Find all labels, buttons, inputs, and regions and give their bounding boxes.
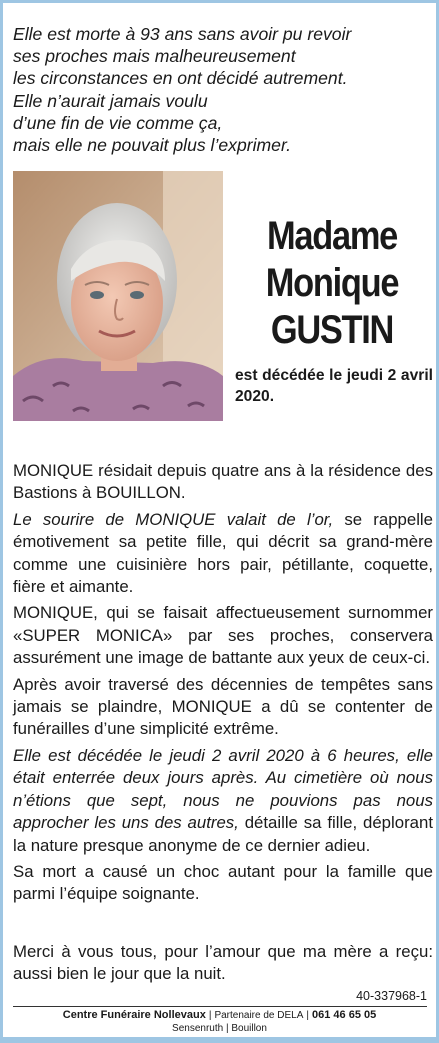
paragraph-nickname: MONIQUE, qui se faisait affectueusement surnommer «SUPER MONICA» par ses proches, conservera assurément une image de battante aux yeux de ceux-ci. xyxy=(13,603,433,668)
phone-number: 061 46 65 05 xyxy=(312,1009,377,1021)
honorific: Madame xyxy=(267,214,397,258)
funeral-home-name: Centre Funéraire Nollevaux xyxy=(62,1009,206,1021)
poem-line: les circonstances en ont décidé autrement. xyxy=(13,68,348,89)
paragraph-granddaughter xyxy=(13,509,433,599)
opening-poem xyxy=(13,23,433,156)
quote-italic: Le sourire de MONIQUE valait de l’or, xyxy=(13,509,334,529)
poem-line: mais elle ne pouvait plus l’exprimer. xyxy=(13,135,292,156)
paragraph-text: détaille sa fille, déplorant la nature presque anonyme de ce dernier adieu. xyxy=(13,813,433,855)
last-name: GUSTIN xyxy=(270,308,394,352)
funeral-home-footer: Centre Funéraire Nollevaux | Partenaire de DELA | 061 46 65 05 Sensenruth | Bouillon xyxy=(3,1009,436,1035)
poem-line: d’une fin de vie comme ça, xyxy=(13,112,223,133)
obituary-text xyxy=(13,460,433,990)
partner-label: Partenaire de DELA xyxy=(214,1010,304,1021)
poem-line: ses proches mais malheureusement xyxy=(13,46,296,67)
paragraph-residence: MONIQUE résidait depuis quatre ans à la résidence des Bastions à BOUILLON. xyxy=(13,461,433,503)
death-date-line: est décédée le jeudi 2 avril 2020. xyxy=(235,367,433,405)
paragraph-funeral: Après avoir traversé des décennies de tempêtes sans jamais se plaindre, MONIQUE a dû se contenter de funérailles d’une simplicité extrême. xyxy=(13,674,433,739)
portrait-illustration xyxy=(13,171,223,421)
first-name: Monique xyxy=(265,261,399,305)
paragraph-daughter xyxy=(13,745,433,857)
reference-number: 40-337968-1 xyxy=(356,989,427,1003)
paragraph-shock: Sa mort a causé un choc autant pour la famille que parmi l’équipe soignante. xyxy=(13,861,433,904)
deceased-name xyxy=(245,213,419,354)
poem-line: Elle est morte à 93 ans sans avoir pu revoir xyxy=(13,24,352,44)
poem-line: Elle n’aurait jamais voulu xyxy=(13,90,208,111)
footer-divider xyxy=(13,1006,427,1007)
quote-italic: Elle est décédée le jeudi 2 avril 2020 à 6 heures, elle était enterrée deux jours après. Au cimetière où nous n’étions que sept, nous ne pouvions pas nous approcher les uns des autres, xyxy=(13,745,433,833)
portrait-photo xyxy=(13,171,223,421)
paragraph-text: se rappelle émotivement sa petite fille, qui décrit sa grand-mère comme une cuisinière hors pair, pétillante, coquette, fière et aimante. xyxy=(13,509,433,597)
paragraph-thanks: Merci à vous tous, pour l’amour que ma mère a reçu: aussi bien le jour que la nuit. xyxy=(13,941,433,984)
footer-location: Sensenruth | Bouillon xyxy=(172,1023,267,1034)
